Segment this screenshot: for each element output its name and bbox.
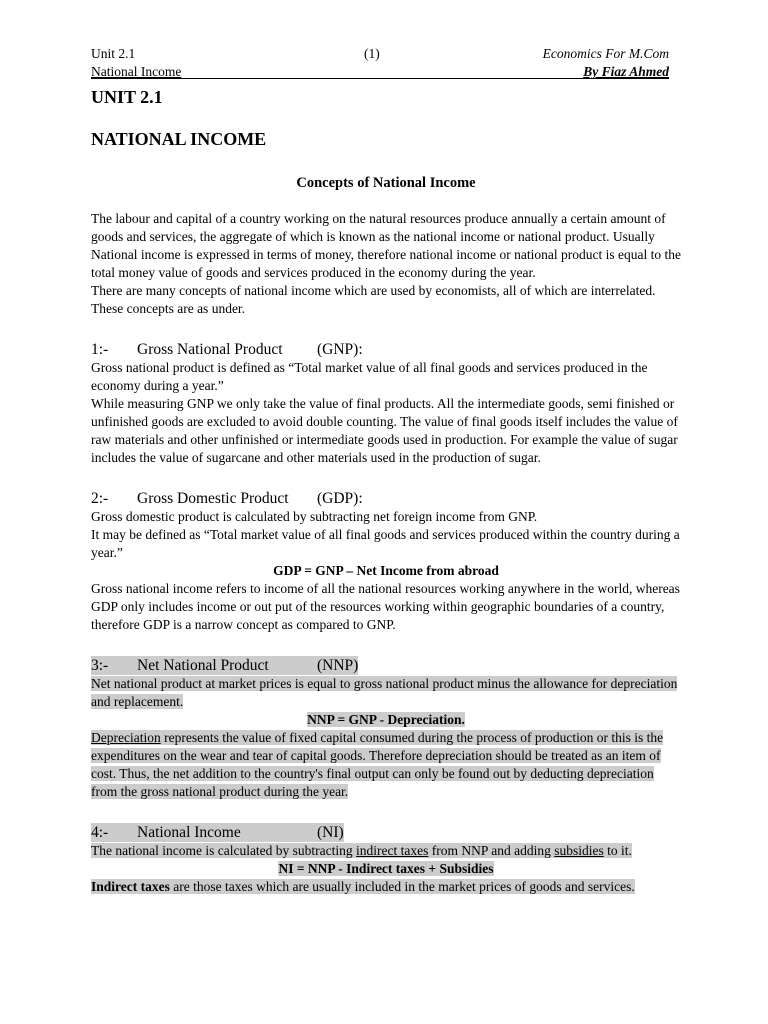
ni-paragraph-1-part-b: from NNP and adding bbox=[428, 843, 555, 858]
ni-paragraph-1 bbox=[91, 842, 681, 860]
gnp-number: 1:- bbox=[91, 341, 109, 358]
nnp-number: 3:- bbox=[91, 657, 109, 674]
header-unit-ref: Unit 2.1 bbox=[91, 46, 136, 61]
gnp-paragraph-2: While measuring GNP we only take the value of final products. All the intermediate goods, semi finished or unfinished goods are excluded to avoid double counting. The value of final goods itself includes the value of raw materials and other unfinished or intermediate goods used in production. For example the value of sugar includes the value of sugarcane and other materials used in the production of sugar. bbox=[91, 396, 678, 465]
nnp-heading bbox=[91, 656, 681, 675]
ni-abbr: (NI) bbox=[317, 824, 344, 841]
ni-number: 4:- bbox=[91, 824, 109, 841]
indirect-taxes-term: Indirect taxes bbox=[91, 879, 170, 894]
header-rule bbox=[91, 78, 669, 79]
section-heading: Concepts of National Income bbox=[296, 175, 476, 191]
ni-paragraph-2-highlight bbox=[91, 879, 635, 894]
gdp-formula: GDP = GNP – Net Income from abroad bbox=[273, 563, 499, 578]
intro-paragraph-2: There are many concepts of national income which are used by economists, all of which are interrelated. These concepts are as under. bbox=[91, 283, 656, 316]
nnp-name: Net National Product bbox=[137, 657, 269, 674]
depreciation-term: Depreciation bbox=[91, 730, 161, 745]
ni-heading-highlight bbox=[91, 823, 344, 842]
ni-paragraph-2 bbox=[91, 878, 681, 896]
nnp-heading-highlight bbox=[91, 656, 358, 675]
gnp-paragraph-1: Gross national product is defined as “Total market value of all final goods and services produced in the economy during a year.” bbox=[91, 360, 648, 393]
intro-paragraph-1: The labour and capital of a country working on the natural resources produce annually a certain amount of goods and services, the aggregate of which is known as the national income or national product. Usually National income is expressed in terms of money, therefore national income or national product is equal to the total money value of goods and services produced in the economy during the year. bbox=[91, 211, 681, 280]
header-author: By Fiaz Ahmed bbox=[583, 64, 669, 79]
gdp-name: Gross Domestic Product bbox=[137, 490, 289, 507]
gdp-number: 2:- bbox=[91, 490, 109, 507]
ni-formula bbox=[91, 860, 681, 878]
gdp-abbr: (GDP): bbox=[317, 490, 363, 507]
ni-paragraph-1-part-a: The national income is calculated by subtracting bbox=[91, 843, 357, 858]
page-title: NATIONAL INCOME bbox=[91, 129, 267, 149]
nnp-paragraph-1 bbox=[91, 675, 681, 711]
unit-title: UNIT 2.1 bbox=[91, 87, 163, 107]
ni-heading bbox=[91, 823, 681, 842]
page-header bbox=[91, 46, 681, 80]
ni-paragraph-2-text: are those taxes which are usually included in the market prices of goods and services. bbox=[169, 879, 635, 894]
nnp-paragraph-2 bbox=[91, 729, 681, 801]
header-page-number: (1) bbox=[364, 46, 380, 61]
gnp-name: Gross National Product bbox=[137, 341, 283, 358]
nnp-formula bbox=[91, 711, 681, 729]
header-topic: National Income bbox=[91, 64, 182, 79]
gdp-paragraph-3: Gross national income refers to income of all the national resources working anywhere in the world, whereas GDP only includes income or out put of the resources working within geographic boundaries of a country, therefore GDP is a narrow concept as compared to GNP. bbox=[91, 581, 680, 632]
indirect-taxes-link[interactable]: indirect taxes bbox=[356, 843, 429, 858]
nnp-paragraph-2-text: represents the value of fixed capital consumed during the process of production or this is the expenditures on the wear and tear of capital goods. Therefore depreciation should be treated as an item of cost. Thus, the net addition to the country's final output can only be found out by deducting depreciation from the gross national product during the year. bbox=[91, 730, 664, 799]
ni-formula-text: NI = NNP - Indirect taxes + Subsidies bbox=[278, 861, 494, 876]
nnp-paragraph-1-text: Net national product at market prices is equal to gross national product minus the allowance for depreciation and replacement. bbox=[91, 676, 678, 709]
gdp-heading bbox=[91, 489, 681, 508]
nnp-abbr: (NNP) bbox=[317, 657, 359, 674]
ni-name: National Income bbox=[137, 824, 241, 841]
nnp-formula-text: NNP = GNP - Depreciation. bbox=[307, 712, 465, 727]
gnp-abbr: (GNP): bbox=[317, 341, 363, 358]
gnp-heading bbox=[91, 340, 681, 359]
gdp-paragraph-2: It may be defined as “Total market value of all final goods and services produced within the country during a year.” bbox=[91, 527, 680, 560]
ni-paragraph-1-part-c: to it. bbox=[603, 843, 632, 858]
header-course: Economics For M.Com bbox=[542, 46, 669, 61]
ni-paragraph-1-highlight bbox=[91, 843, 632, 858]
gdp-paragraph-1: Gross domestic product is calculated by subtracting net foreign income from GNP. bbox=[91, 509, 538, 524]
nnp-paragraph-2-highlight bbox=[91, 730, 663, 799]
document-page bbox=[91, 46, 681, 896]
subsidies-link[interactable]: subsidies bbox=[554, 843, 604, 858]
